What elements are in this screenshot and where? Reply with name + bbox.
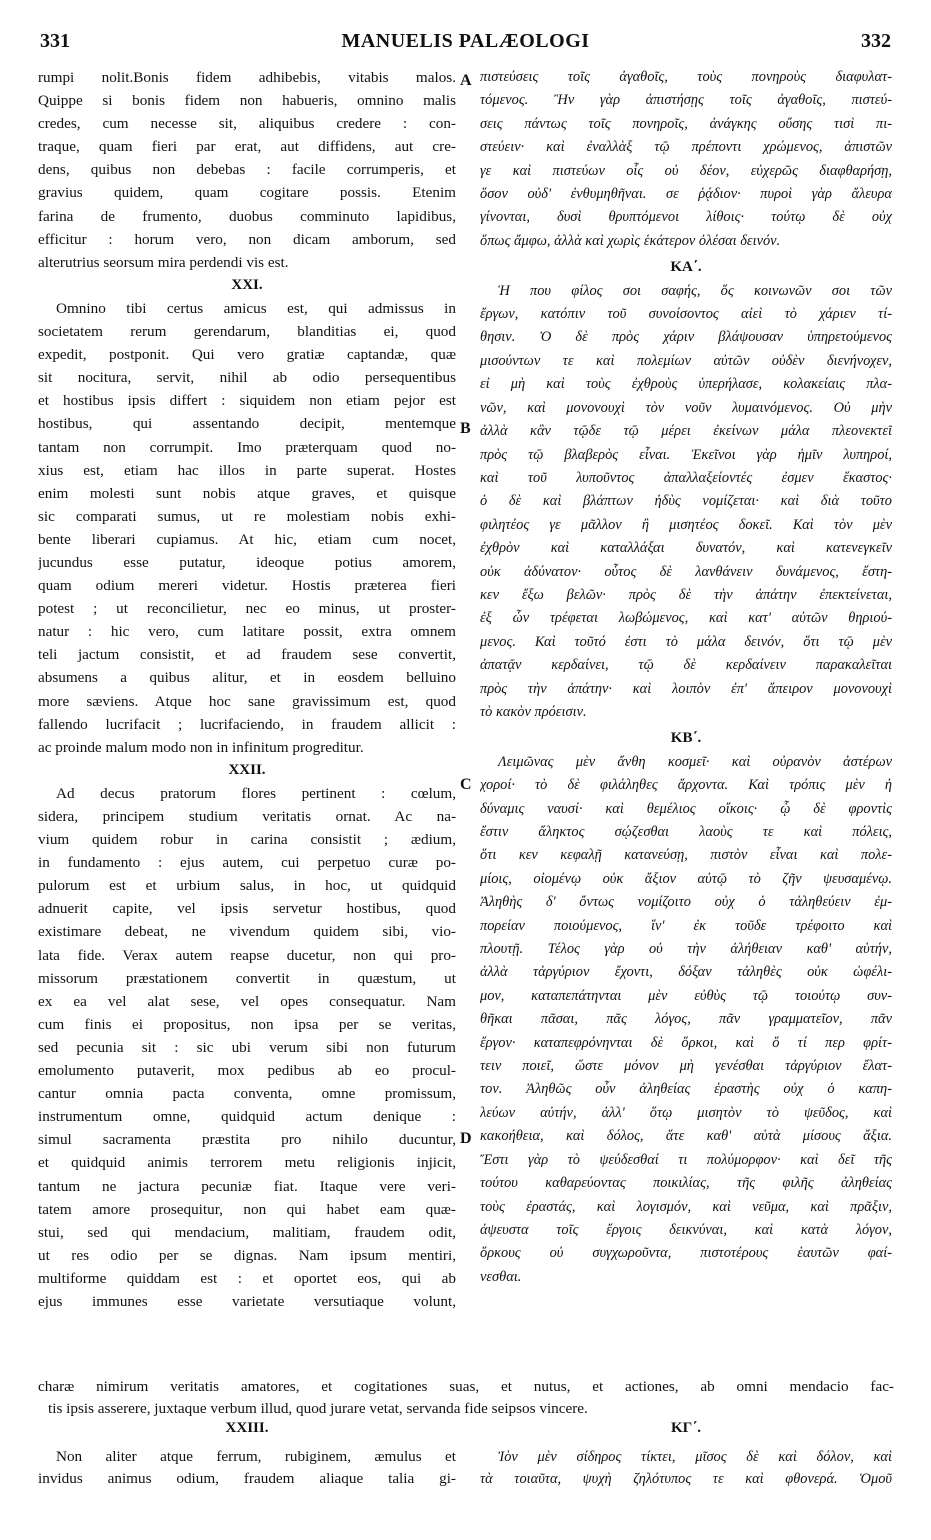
margin-mark-d: D	[460, 1130, 472, 1147]
greek-paragraph-21-line: ἀπατᾷν κερδαίνει, τῷ δὲ κερδαίνειν παρακαλεῖται	[480, 657, 892, 674]
latin-paragraph-21-line: sic comparati sumus, ut re molestiam nobis exhi-	[38, 507, 456, 525]
greek-paragraph-21-line: κεν ἔξω βελῶν· πρὸς δὲ τὴν ἀπάτην ἐπεκτείνεται,	[480, 586, 892, 603]
latin-paragraph-21-line: potest ; ut reconcilietur, nec eo minus, ut proster-	[38, 600, 456, 618]
greek-paragraph-22-line: μον, καταπεπάτηνται μὲν εὐθὺς τῷ τοιούτῳ συν-	[480, 987, 892, 1004]
greek-section-heading-23: ΚΓ΄.	[671, 1420, 701, 1436]
greek-paragraph-22-line: ἔργον· καταπεφρόνηνται δὲ ὅρκοι, καὶ ὅ τί περ φρίτ-	[480, 1034, 892, 1051]
right-page-number: 332	[861, 30, 891, 52]
latin-paragraph-22-line: ex ea vel alat sese, vel opes consequatur. Nam	[38, 992, 456, 1010]
latin-paragraph-22-line: et quidquid animis terrorem metu religionis injicit,	[38, 1154, 456, 1172]
greek-paragraph-22-line: ἀψευστα τοῖς ἔργοις δεικνύναι, καὶ κατὰ λόγον,	[480, 1221, 892, 1238]
latin-paragraph-22-line: simul sacramenta præstita pro nihilo ducuntur,	[38, 1131, 456, 1149]
latin-paragraph-22-line: existimare debeat, ne vivendum quidem sibi, vio-	[38, 923, 456, 941]
greek-paragraph-22-line: νεσθαι.	[480, 1268, 522, 1285]
greek-paragraph-22-line: ὅρκους οὐ συγχωροῦντα, πιστοτέρους ἑαυτῶν φαί-	[480, 1245, 892, 1262]
latin-paragraph-top-line: credes, cum necesse sit, aliquibus credere : con-	[38, 115, 456, 133]
greek-paragraph-top-line: γε καὶ πιστεύων οἷς οὐ δέον, εὐχερῶς διαφθαρήσῃ,	[480, 162, 892, 179]
greek-paragraph-22-line: πορείαν ποιούμενος, ἵν' ἐκ τοῦδε τρέφοιτο καὶ	[480, 917, 892, 934]
latin-paragraph-22	[38, 782, 456, 1313]
greek-paragraph-21-line: τὸ κακὸν πρόεισιν.	[480, 703, 587, 720]
latin-section-heading-23: XXIII.	[225, 1420, 269, 1436]
greek-paragraph-21-line: φιλητέος γε μᾶλλον ἢ μισητέος δοκεῖ. Καὶ τὸν μὲν	[480, 516, 892, 533]
greek-paragraph-21-line: θησιν. Ὁ δὲ πρὸς χάριν βλάψουσαν ὑπηρετούμενος	[480, 329, 892, 346]
greek-paragraph-21-line: νῶν, καὶ μονονουχὶ τὸν νοῦν λυμαινόμενος. Οὐ μὴν	[480, 399, 892, 416]
latin-paragraph-top	[38, 66, 456, 274]
latin-paragraph-22-line: stui, sed qui mendacium, malitiam, fraudem odit,	[38, 1223, 456, 1241]
latin-paragraph-21-line: xius est, etiam hac illos in parte superat. Hostes	[38, 461, 456, 479]
greek-paragraph-top	[480, 66, 892, 253]
greek-paragraph-22-line: τειν ποιεῖ, ὥστε μόνον μὴ γενέσθαι τἀργύριον ἔλατ-	[480, 1058, 892, 1075]
greek-paragraph-21-line: ἀλλὰ κἂν τῷδε τῷ μέρει ἐκείνων μάλα πλεονεκτεῖ	[480, 423, 892, 440]
greek-paragraph-21-line: πρὸς τὴν ἀπάτην· καὶ λοιπὸν ἐπ' ἄπειρον μονονουχὶ	[480, 680, 892, 697]
greek-paragraph-top-line: τόμενος. Ἢν γὰρ ἀπιστήσῃς τοῖς ἀγαθοῖς, πιστεύ-	[480, 92, 892, 109]
latin-paragraph-23-line: invidus animus odium, fraudem aliaque talia gi-	[38, 1470, 456, 1487]
running-title: MANUELIS PALÆOLOGI	[341, 30, 590, 52]
latin-paragraph-22-line: cum finis ei propositus, non ipsa per se veritas,	[38, 1015, 456, 1033]
latin-paragraph-21-line: ac proinde malum modo non in infinitum progreditur.	[38, 738, 364, 756]
latin-column	[38, 66, 456, 1374]
latin-paragraph-22-line: emolumento putaverit, mox pedibus ab eo procul-	[38, 1062, 456, 1080]
greek-paragraph-21-line: οὐκ ἀδύνατον· οὗτος δὲ λανθάνειν δυνάμενος, ἔστη-	[480, 563, 892, 580]
latin-paragraph-top-line: traque, quam fieri par erat, aut diffidens, aut cre-	[38, 138, 456, 156]
latin-paragraph-top-line: Quippe si bonis fidem non habueris, omnino malis	[38, 92, 456, 110]
greek-paragraph-23	[480, 1446, 892, 1490]
greek-paragraph-21-line: μενος. Καὶ τοῦτό ἐστι τὸ μάλα δεινόν, ὅτι τῷ μὲν	[480, 633, 892, 650]
greek-paragraph-21-line: ὁ δὲ καὶ βλάπτων ἡδὺς νομίζεται· καὶ διὰ τοῦτο	[480, 493, 892, 510]
latin-paragraph-top-line: efficitur : horum vero, non dicam amborum, sed	[38, 230, 456, 248]
greek-paragraph-22-line: Ἀληθὴς δ' ὄντως νομίζοιτο οὐχ ὁ τἀληθεύειν ἐμ-	[480, 894, 892, 911]
greek-paragraph-22-line: μίοις, οἰομένῳ οὐκ ἄξιον αὐτῷ τὸ ζῆν ψευσαμένῳ.	[480, 870, 892, 887]
latin-paragraph-21-line: sit nocitura, servit, nihil ab odio persequentibus	[38, 369, 456, 387]
latin-paragraph-23-line: Non aliter atque ferrum, rubiginem, æmulus et	[56, 1448, 456, 1465]
latin-paragraph-22-line: ut res odio per se dignas. Nam ipsum mentiri,	[38, 1246, 456, 1264]
greek-paragraph-21-line: μισούντων τε καὶ πολεμίων αὐτῶν οὐδὲν διενήνοχεν,	[480, 352, 892, 369]
latin-paragraph-22-line: pulorum est et urbium salus, in hoc, ut quidquid	[38, 877, 456, 895]
latin-paragraph-22-line: sed pecunia sit : sic ubi verum sibi non futurum	[38, 1038, 456, 1056]
greek-paragraph-22-line: ἔστιν ἄληκτος σῴζεσθαι λαοὺς τε καὶ πόλεις,	[480, 824, 892, 840]
greek-section-heading-21: ΚΑ΄.	[670, 259, 702, 276]
latin-paragraph-top-line: dens, quibus non debebas : facile corrumperis, et	[38, 161, 456, 179]
greek-paragraph-21-line: εἰ μὴ καὶ τοὺς ἐχθροὺς ὑπερήλασε, κολακείαις πλα-	[480, 376, 892, 393]
latin-paragraph-22-line: sidera, principem studium veritatis ornat. Ac na-	[38, 808, 456, 825]
greek-paragraph-22-line: Λειμῶνας μὲν ἄνθη κοσμεῖ· καὶ οὐρανὸν ἀστέρων	[498, 753, 892, 770]
greek-column	[480, 66, 892, 1374]
greek-section-heading-22: ΚΒ΄.	[670, 730, 702, 747]
latin-paragraph-22-line: Ad decus pratorum flores pertinent : cœlum,	[56, 784, 456, 802]
greek-paragraph-22-line: Ἔστι γὰρ τὸ ψεύδεσθαί τι πολύμορφον· καὶ δεῖ τῆς	[480, 1151, 892, 1168]
latin-paragraph-21-line: et hostibus ipsis differt : siquidem non etiam pejor est	[38, 392, 456, 410]
latin-paragraph-21-line: enim molesti sunt nobis atque graves, et quisque	[38, 484, 456, 502]
latin-paragraph-21-line: quam odium mereri videtur. Hostis præterea fieri	[38, 577, 456, 595]
latin-paragraph-22-line: cantur omnia pacta conventa, omne promissum,	[38, 1085, 456, 1103]
latin-paragraph-21	[38, 297, 456, 759]
latin-paragraph-23	[38, 1446, 456, 1490]
latin-section-heading-21: XXI.	[231, 276, 263, 293]
latin-paragraph-21-line: societatem rerum gerendarum, blanditias ei, quod	[38, 323, 456, 341]
greek-paragraph-22-line: ὅτι κεν κεφαλῇ κατανεύσῃ, πιστὸν εἶναι καὶ πολε-	[480, 847, 892, 864]
greek-paragraph-22-line: πλουτῇ. Τέλος γὰρ οὐ τὴν ἀλήθειαν καθ' αὑτήν,	[480, 941, 892, 958]
latin-paragraph-22-line: multiforme quiddam est : et oportet eos, qui ab	[38, 1269, 456, 1287]
greek-paragraph-top-line: ὅπως ἄμφω, ἀλλὰ καὶ χωρὶς ἑκάτερον ὀλέσαι δεινόν.	[480, 232, 781, 249]
greek-paragraph-22-line: κακοήθεια, καὶ δόλος, ἅτε καθ' αὑτὰ μίσους ἄξια.	[480, 1128, 892, 1145]
latin-paragraph-21-line: absumens a quibus alitur, et in eosdem belluino	[38, 669, 456, 687]
latin-paragraph-22-line: vium quidem robur in carina consistit ; ædium,	[38, 831, 456, 849]
latin-full-width-continuation-line: tis ipsis asserere, juxtaque verbum illud, quod jurare vetat, servanda fide seipsos vincere.	[48, 1400, 588, 1417]
greek-paragraph-22-line: θῆκαι πᾶσαι, πᾶς λόγος, πᾶν γραμματεῖον, πᾶν	[480, 1011, 892, 1028]
greek-paragraph-21-line: ἔργων, κατόπιν τοῦ συνοίσοντος αἰεὶ τὸ χάριεν τί-	[480, 306, 892, 323]
greek-paragraph-22	[480, 751, 892, 1289]
latin-paragraph-21-line: jucundus esse putatur, ideoque potius amorem,	[38, 553, 456, 571]
greek-paragraph-23-line: Ἰὸν μὲν σίδηρος τίκτει, μῖσος δὲ καὶ δόλον, καὶ	[498, 1449, 892, 1465]
latin-paragraph-22-line: missorum præstationem convertit in quæstum, ut	[38, 969, 456, 987]
latin-paragraph-top-line: alterutrius seorsum mira perdendi vis est.	[38, 253, 289, 271]
greek-paragraph-top-line: στεύειν· καὶ ἐναλλὰξ τῷ πρέποντι χρώμενος, ἀπιστῶν	[480, 139, 892, 156]
latin-paragraph-22-line: instrumentum omne, quidquid actum denique :	[38, 1108, 456, 1126]
latin-paragraph-top-line: rumpi nolit.Bonis fidem adhibebis, vitabis malos.	[38, 69, 456, 86]
greek-paragraph-22-line: λεύων αὐτήν, ἀλλ' ὅτῳ μισητὸν τὸ ψεῦδος, καὶ	[480, 1104, 892, 1121]
latin-paragraph-21-line: fallendo lucrifacit ; lucrifaciendo, in fraudem allicit :	[38, 715, 456, 733]
margin-mark-b: B	[460, 420, 471, 437]
latin-section-heading-22: XXII.	[228, 761, 266, 778]
greek-paragraph-21	[480, 280, 892, 725]
latin-paragraph-21-line: expedit, postponit. Qui vero gratiæ captandæ, quæ	[38, 346, 456, 364]
greek-paragraph-22-line: δύναμις ναυσί· καὶ θεμέλιος οἴκοις· ᾧ δὲ φροντὶς	[480, 800, 892, 817]
latin-paragraph-21-line: teli jactum consistit, et ad fraudem sese convertit,	[38, 646, 456, 664]
latin-paragraph-21-line: tantam non corrumpit. Imo præterquam quod no-	[38, 438, 456, 456]
latin-paragraph-22-line: tatem amore prosequitur, non qui habet eam quæ-	[38, 1200, 456, 1218]
latin-paragraph-22-line: adnuerit capite, vel ipsis servetur hostibus, quod	[38, 900, 456, 918]
margin-mark-a: A	[460, 72, 472, 89]
greek-paragraph-top-line: πιστεύσεις τοῖς ἀγαθοῖς, τοὺς πονηροὺς διαφυλατ-	[480, 69, 892, 85]
latin-paragraph-21-line: natur : hic vero, cum latitare possit, extra omnem	[38, 623, 456, 641]
greek-paragraph-23-line: τὰ τοιαῦτα, ψυχὴ ζηλότυπος τε καὶ φθονερά. Ὁμοῦ	[480, 1471, 892, 1487]
greek-paragraph-21-line: καὶ τοῦ λυποῦντος ἀπαλλαξείοντές ἐσμεν ἕκαστος·	[480, 469, 892, 486]
greek-paragraph-top-line: ὅσον οὐδ' ἐνθυμηθῆναι. σε ῥᾴδιον· πυροὶ γὰρ ἄλευρα	[480, 186, 892, 203]
greek-paragraph-top-line: σεις πάντως τοῖς πονηροῖς, ἀνάγκης οὔσης τισὶ πι-	[480, 115, 892, 132]
greek-paragraph-22-line: τούτου καθαρεύοντας ποικιλίας, τῆς φιλῆς ἀληθείας	[480, 1175, 892, 1192]
margin-mark-c: C	[460, 776, 472, 793]
latin-paragraph-21-line: bente liberari cupiamus. At hic, etiam cum nocet,	[38, 530, 456, 548]
greek-paragraph-21-line: ἐχθρὸν καὶ καταλλάξαι δυνατόν, καὶ κατενεγκεῖν	[480, 540, 892, 557]
latin-paragraph-22-line: in fundamento : ejus autem, cui perpetuo curæ po-	[38, 854, 456, 872]
page-header	[0, 30, 931, 56]
greek-paragraph-22-line: ἀλλὰ τἀργύριον ἔχοντι, δόξαν τἀληθὲς οὐκ ὠφέλι-	[480, 964, 892, 981]
latin-paragraph-top-line: farina de frumento, duobus comminuto lapidibus,	[38, 207, 456, 225]
greek-paragraph-22-line: τοὺς ἐραστάς, καὶ λογισμόν, καὶ νεῦμα, καὶ πρᾶξιν,	[480, 1198, 892, 1215]
left-page-number: 331	[40, 30, 70, 52]
greek-paragraph-21-line: Ἡ που φίλος σοι σαφής, ὅς κοινωνῶν σοι τῶν	[498, 282, 892, 299]
greek-paragraph-22-line: χοροί· τὸ δὲ φιλάληθες ἄρχοντα. Καὶ τρόπις μὲν ἡ	[480, 777, 892, 794]
latin-full-width-continuation	[38, 1376, 894, 1420]
latin-paragraph-top-line: gravius quidem, quam cogitare possis. Etenim	[38, 184, 456, 202]
greek-paragraph-22-line: τον. Ἀληθῶς οὖν ἀληθείας ἐραστὴς οὐχ ὁ καπη-	[480, 1081, 892, 1098]
latin-paragraph-21-line: hostibus, qui assentando decipit, mentemque	[38, 415, 456, 433]
greek-paragraph-21-line: πρὸς τῷ βλαβερὸς εἶναι. Ἐκεῖνοι γὰρ ἡμῖν λυπηροί,	[480, 446, 892, 463]
latin-paragraph-22-line: lata fide. Verax autem reapse ducetur, non qui pro-	[38, 946, 456, 964]
latin-paragraph-22-line: tantum ne jactura pecuniæ fiat. Itaque vere veri-	[38, 1177, 456, 1195]
latin-paragraph-21-line: Omnino tibi certus amicus est, qui admissus in	[56, 299, 456, 317]
latin-full-width-continuation-line: charæ nimirum veritatis amatores, et cogitationes suas, et nutus, et actiones, ab omni mendacio fac-	[38, 1378, 894, 1395]
latin-paragraph-22-line: ejus immunes esse varietate versutiaque volunt,	[38, 1292, 456, 1310]
latin-paragraph-21-line: more sæviens. Atque hoc sane gravissimum est, quod	[38, 692, 456, 710]
greek-paragraph-top-line: γίνονται, δυσὶ θρυπτόμενοι λίθοις· τούτῳ δὲ οὐχ	[480, 209, 892, 226]
greek-paragraph-21-line: ἐξ ὧν τρέφεται λωβώμενος, καὶ κατ' αὐτῶν θηριού-	[480, 610, 892, 627]
